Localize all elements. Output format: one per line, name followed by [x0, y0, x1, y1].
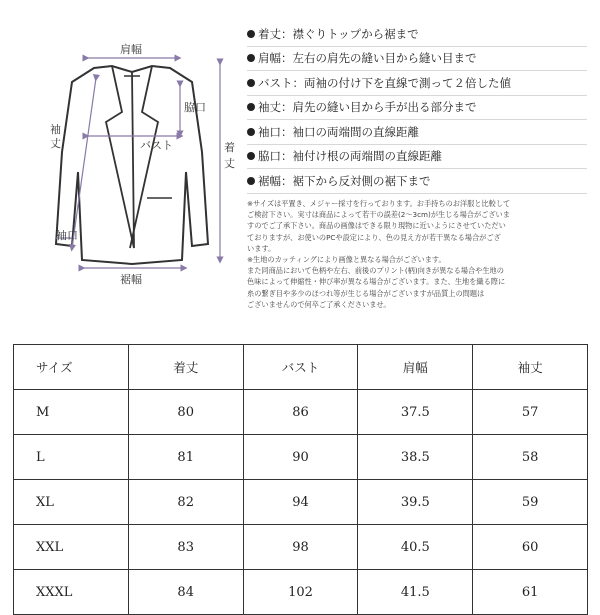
- notes-text: ※サイズは平置き、メジャー採寸を行っております。お手持ちのお洋服と比較して ご検討下さい。実寸は商品によって若干の誤差(2～3cm)が生じる場合がございま すのでご了承下さい。商品の画像はできる限り現物に近いようにさせていただい ておりますが、お使いのPCや設定により、色の見え方が若干異なる場合がござ います。 ※生地のカッティングにより画像と異なる場合がございます。 また同商品において色柄や左右、前後のプリント(柄)向きが異なる場合や生地の 色味によって伸縮性・伸び率が異なる場合がございます。また、生地を織る際に 糸の繋ぎ目や多少のほつれ等が生じる場合がございますが品質上の問題は ございませんので何卒ご了承くださいませ。: [247, 199, 511, 309]
- length-label-2: 丈: [224, 157, 235, 170]
- armhole-label: 脇口: [184, 101, 206, 114]
- spec-item-shoulder: 肩幅：左右の肩先の縫い目から縫い目まで: [247, 47, 587, 72]
- cell-size: M: [14, 390, 129, 435]
- header-size: サイズ: [14, 345, 129, 390]
- size-guide-panel: [12, 12, 588, 317]
- cell-length: 80: [128, 390, 243, 435]
- bullet-icon: [247, 177, 255, 185]
- size-table: [13, 344, 588, 615]
- spec-item-cuff: 袖口：袖口の両端間の直線距離: [247, 120, 587, 145]
- bullet-icon: [247, 30, 255, 38]
- table-row: [14, 570, 588, 615]
- cell-bust: 94: [243, 480, 358, 525]
- cell-sleeve: 57: [473, 390, 588, 435]
- bullet-icon: [247, 152, 255, 160]
- header-length: 着丈: [128, 345, 243, 390]
- jacket-diagram: [12, 12, 240, 302]
- spec-item-sleeve: 袖丈：肩先の縫い目から手が出る部分まで: [247, 96, 587, 121]
- cell-length: 84: [128, 570, 243, 615]
- hem-label: 裾幅: [120, 273, 142, 286]
- cell-bust: 86: [243, 390, 358, 435]
- cell-length: 82: [128, 480, 243, 525]
- cell-size: XXL: [14, 525, 129, 570]
- cell-size: XXXL: [14, 570, 129, 615]
- cell-shoulder: 38.5: [358, 435, 473, 480]
- cell-sleeve: 60: [473, 525, 588, 570]
- table-row: [14, 525, 588, 570]
- sleeve-label-1: 袖: [50, 123, 61, 136]
- table-row: [14, 435, 588, 480]
- table-row: [14, 390, 588, 435]
- cell-shoulder: 41.5: [358, 570, 473, 615]
- cell-sleeve: 58: [473, 435, 588, 480]
- cell-bust: 90: [243, 435, 358, 480]
- spec-item-bust: バスト：両袖の付け下を直線で測って２倍した値: [247, 71, 587, 96]
- table-header-row: [14, 345, 588, 390]
- length-label-1: 着: [224, 141, 235, 154]
- header-bust: バスト: [243, 345, 358, 390]
- bullet-icon: [247, 79, 255, 87]
- table-row: [14, 480, 588, 525]
- cell-size: XL: [14, 480, 129, 525]
- cell-sleeve: 59: [473, 480, 588, 525]
- cell-sleeve: 61: [473, 570, 588, 615]
- spec-item-armhole: 脇口：袖付け根の両端間の直線距離: [247, 145, 587, 170]
- shoulder-label: 肩幅: [120, 43, 142, 56]
- measurement-definitions: [247, 22, 587, 194]
- cell-bust: 98: [243, 525, 358, 570]
- header-shoulder: 肩幅: [358, 345, 473, 390]
- bullet-icon: [247, 128, 255, 136]
- spec-item-hem: 裾幅：裾下から反対側の裾下まで: [247, 169, 587, 194]
- spec-item-length: 着丈：襟ぐりトップから裾まで: [247, 22, 587, 47]
- bust-label: バスト: [140, 139, 173, 152]
- bullet-icon: [247, 54, 255, 62]
- sleeve-label-2: 丈: [50, 137, 61, 150]
- cell-shoulder: 39.5: [358, 480, 473, 525]
- cell-size: L: [14, 435, 129, 480]
- header-sleeve: 袖丈: [473, 345, 588, 390]
- cell-length: 83: [128, 525, 243, 570]
- cell-bust: 102: [243, 570, 358, 615]
- cell-length: 81: [128, 435, 243, 480]
- cuff-label: 袖口: [56, 229, 78, 242]
- bullet-icon: [247, 103, 255, 111]
- cell-shoulder: 40.5: [358, 525, 473, 570]
- cell-shoulder: 37.5: [358, 390, 473, 435]
